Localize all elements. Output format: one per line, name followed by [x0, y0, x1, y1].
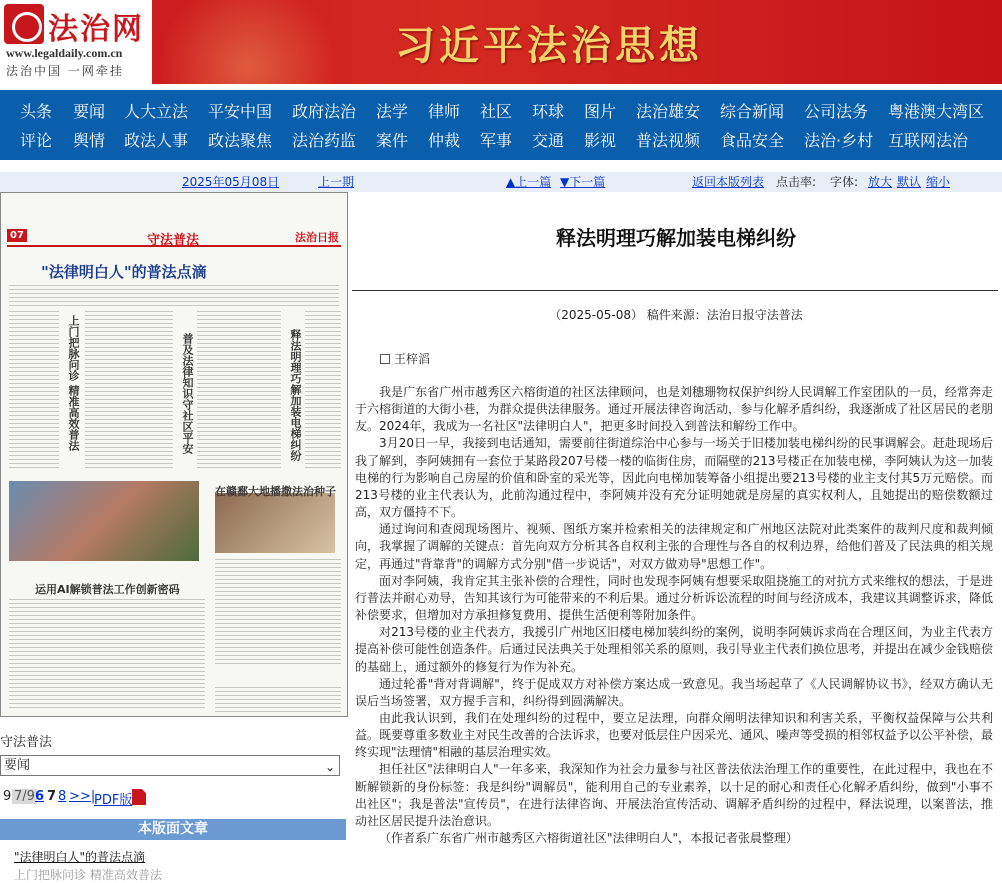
nav-item[interactable]: 案件 [376, 131, 409, 150]
paper-brand: 法治日报 [295, 231, 339, 244]
paper-headline[interactable]: "法律明白人"的普法点滴 [41, 263, 207, 281]
article-paragraph: 面对李阿姨，我肯定其主张补偿的合理性，同时也发现李阿姨有想要采取阻挠施工的对抗方式来维权的想法，于是进行普法并耐心劝导，告知其该行为可能带来的不利后果。通过分析诉讼流程的时间与经济成本，我建议其调整诉求，降低补偿要求，但增加对方承担修复费用、提供生活便利等附加条件。 [355, 573, 993, 623]
prev-article-link[interactable]: ▲上一篇 [506, 175, 552, 189]
site-header [0, 0, 1002, 84]
paper-headline[interactable]: 在赣鄱大地播撒法治种子 [215, 485, 336, 498]
article-paragraph: 对213号楼的业主代表方，我援引广州地区旧楼电梯加装纠纷的案例，说明李阿姨诉求尚在合理区间，为业主代表方提高补偿可能性创造条件。后通过民法典关于处理相邻关系的原则，我引导业主代表们换位思考，并提出在减少金钱赔偿的基础上，通过额外的修复行为作为补充。 [355, 625, 993, 674]
nav-item[interactable]: 军事 [480, 131, 513, 150]
pager-next[interactable]: > [69, 789, 80, 804]
paper-text-block [197, 311, 281, 471]
contents-header: 本版面文章 [0, 819, 346, 840]
nav-item[interactable]: 环球 [532, 102, 565, 121]
issue-date-link[interactable]: 2025年05月08日 [182, 175, 280, 189]
banner-decoration [160, 0, 380, 84]
logo-emblem-icon [4, 4, 44, 44]
article-paragraph: 担任社区"法律明白人"一年多来，我深知作为社会力量参与社区普法依法治理工作的重要性，在此过程中，我也在不断解锁新的身份标签：我是纠纷"调解员"，能利用自己的专业素养，以十足的耐心和责任心化解矛盾纠纷，做到"小事不出社区"；我是普法"宣传员"，在进行法律咨询、开展法治宣传活动、调解矛盾纠纷的过程中，释法说理，以案普法，推动社区居民提升法治意识。 [355, 762, 993, 828]
pager-page-8[interactable]: 8 [58, 789, 67, 804]
nav-item[interactable]: 律师 [428, 102, 461, 121]
article-paragraph: （作者系广东省广州市越秀区六榕街道社区"法律明白人"，本报记者张晨整理） [379, 831, 799, 846]
article-title: 释法明理巧解加装电梯纠纷 [556, 226, 796, 250]
main-nav [0, 90, 1002, 160]
clicks-label: 点击率: [776, 175, 817, 189]
chevron-down-icon: ⌄ [324, 760, 335, 774]
nav-item[interactable]: 法治·乡村 [804, 131, 874, 150]
nav-item[interactable]: 粤港澳大湾区 [888, 102, 985, 121]
paper-vertical-title[interactable]: 上门把脉问诊 精准高效普法 [67, 315, 80, 451]
newspaper-page-image[interactable] [0, 192, 348, 717]
paper-photo [9, 481, 199, 561]
prev-issue-link[interactable]: 上一期 [318, 175, 355, 189]
pdf-link[interactable]: PDF版 [94, 793, 133, 808]
paper-vertical-title[interactable]: 释法明理巧解加装电梯纠纷 [289, 329, 302, 461]
pager-page-7: 7 [47, 789, 57, 804]
nav-item[interactable]: 普法视频 [636, 131, 701, 150]
nav-item[interactable]: 评论 [20, 131, 53, 150]
logo-url: www.legaldaily.com.cn [6, 46, 123, 60]
paper-vertical-title[interactable]: 普及法律知识守社区平安 [181, 333, 194, 454]
nav-item[interactable]: 互联网法治 [888, 131, 969, 150]
paper-page-header [7, 229, 341, 247]
nav-item[interactable]: 政法人事 [124, 131, 189, 150]
article-author [380, 350, 430, 367]
pager-page-6[interactable]: 6 [35, 789, 45, 804]
article-body [355, 384, 993, 847]
page-section-caption: 守法普法 [0, 735, 53, 750]
paper-text-block [9, 599, 205, 711]
nav-item[interactable]: 平安中国 [208, 102, 273, 121]
font-small-link[interactable]: 缩小 [926, 175, 951, 189]
divider [352, 290, 998, 291]
nav-item[interactable]: 法治雄安 [636, 102, 701, 121]
paper-photo [215, 493, 335, 553]
font-large-link[interactable]: 放大 [868, 175, 893, 189]
section-select-value: 要闻 [4, 758, 31, 773]
back-to-list-link[interactable]: 返回本版列表 [692, 175, 765, 189]
article-paragraph: 通过轮番"背对背调解"，终于促成双方对补偿方案达成一致意见。我当场起草了《人民调解协议书》，经双方确认无误后当场签署，双方握手言和，纠纷得到圆满解决。 [355, 676, 993, 708]
nav-item[interactable]: 交通 [532, 131, 565, 150]
author-name: 王梓滔 [394, 352, 431, 366]
nav-item[interactable]: 头条 [20, 102, 53, 121]
logo-text: 法治网 [48, 12, 144, 47]
font-default-link[interactable]: 默认 [897, 175, 922, 189]
nav-item[interactable]: 仲裁 [428, 131, 461, 150]
paper-page-number: 07 [7, 229, 27, 242]
nav-item[interactable]: 要闻 [73, 102, 106, 121]
paper-text-block [215, 687, 341, 713]
nav-item[interactable]: 法学 [376, 102, 409, 121]
paper-text-block [215, 559, 341, 667]
paper-headline[interactable]: 运用AI解锁普法工作创新密码 [35, 583, 180, 596]
info-bar [0, 172, 1002, 192]
font-size-label: 字体: [830, 175, 859, 189]
pdf-icon[interactable] [132, 789, 146, 805]
paper-text-block [305, 311, 341, 471]
paper-section-name: 守法普法 [147, 233, 200, 248]
banner-title: 习近平法治思想 [395, 22, 703, 69]
pager-last[interactable]: >| [80, 789, 96, 804]
contents-item[interactable]: "法律明白人"的普法点滴 [14, 850, 146, 864]
site-logo[interactable] [0, 0, 152, 84]
checkbox-icon [380, 354, 390, 364]
nav-item[interactable]: 政法聚焦 [208, 131, 273, 150]
article-meta: （2025-05-08） 稿件来源：法治日报守法普法 [549, 308, 803, 322]
pager-first: 9 [3, 789, 12, 804]
nav-item[interactable]: 公司法务 [804, 102, 869, 121]
nav-item[interactable]: 人大立法 [124, 102, 189, 121]
nav-item[interactable]: 法治药监 [292, 131, 357, 150]
section-select[interactable] [0, 755, 340, 776]
article-paragraph: 由此我认识到，我们在处理纠纷的过程中，要立足法理，向群众阐明法律知识和利害关系，平衡权益保障与公共利益。既要尊重多数业主对民生改善的合法诉求，也要对低层住户因采光、通风、噪声等受损的相邻权益予以公平补偿，最终实现"法理情"相融的基层治理实效。 [355, 710, 993, 760]
contents-item[interactable]: 上门把脉问诊 精准高效普法 [14, 868, 162, 882]
next-article-link[interactable]: ▼下一篇 [560, 175, 606, 189]
paper-text-block [9, 311, 59, 471]
nav-item[interactable]: 食品安全 [720, 131, 785, 150]
nav-item[interactable]: 社区 [480, 102, 513, 121]
nav-item[interactable]: 政府法治 [292, 102, 357, 121]
nav-item[interactable]: 影视 [584, 131, 617, 150]
logo-slogan: 法治中国 一网牵挂 [6, 64, 124, 78]
article-paragraph: 我是广东省广州市越秀区六榕街道的社区法律顾问，也是刘穗珊物权保护纠纷人民调解工作室团队的一员，经常奔走于六榕街道的大街小巷，为群众提供法律服务。通过开展法律咨询活动，参与化解矛盾纠纷，我逐渐成了社区居民的老朋友。2024年，我成为一名社区"法律明白人"，把更多时间投入到普法和解纷工作中。 [355, 385, 993, 434]
article-paragraph: 3月20日一早，我接到电话通知，需要前往街道综治中心参与一场关于旧楼加装电梯纠纷的民事调解会。赶赴现场后我了解到，李阿姨拥有一套位于某路段207号楼一楼的临街住房，而隔壁的213号楼正在加装电梯，李阿姨认为这一加装电梯的行为影响自己房屋的价值和卧室的采光等，因此向电梯加装筹备小组提出要213号楼的业主支付其5万元赔偿。而213号楼的业主代表认为，此前沟通过程中，李阿姨并没有充分证明她就是房屋的真实权利人，且她提出的赔偿数额过高，双方僵持不下。 [355, 436, 993, 520]
paper-text-block [85, 311, 173, 471]
nav-item[interactable]: 综合新闻 [720, 102, 785, 121]
paper-text-block [9, 285, 339, 307]
article-paragraph: 通过询问和查阅现场图片、视频、图纸方案并检索相关的法律规定和广州地区法院对此类案件的裁判尺度和裁判倾向，我掌握了调解的关键点：首先向双方分析其各自权利主张的合理性与各自的权利边界，给他们普及了民法典的相关规定，再通过"背靠背"的调解方式分别"借一步说话"，对双方做劝导"思想工作"。 [355, 522, 993, 571]
nav-item[interactable]: 图片 [584, 102, 617, 121]
nav-item[interactable]: 舆情 [73, 131, 106, 150]
pager-current: 7/9 [14, 789, 35, 804]
